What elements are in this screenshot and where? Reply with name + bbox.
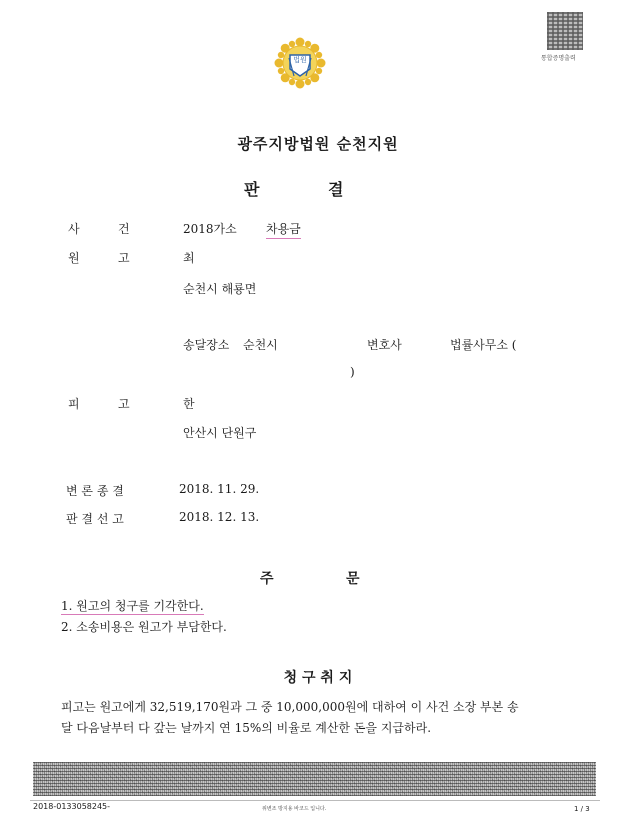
order-heading-char-1: 주 [260, 571, 274, 587]
service-close-paren: ) [350, 365, 355, 379]
court-name: 광주지방법원 순천지원 [237, 135, 399, 153]
footer-page-number: 1 / 3 [574, 805, 590, 813]
footer-divider [30, 800, 600, 801]
order-item-1-text: 1. 원고의 청구를 기각한다. [61, 599, 204, 613]
claim-line-2: 달 다음날부터 다 갚는 날까지 연 15%의 비율로 계산한 돈을 지급하라. [61, 721, 432, 735]
case-number: 2018가소 [183, 222, 237, 236]
case-name: 차용금 [266, 220, 301, 239]
emblem-label: 법원 [293, 56, 307, 64]
footer-doc-number: 2018-0133058245- [33, 802, 111, 811]
service-city: 순천시 [243, 338, 278, 352]
claim-line-1: 피고는 원고에게 32,519,170원과 그 중 10,000,000원에 대하여 이 사건 소장 부본 송 [61, 700, 519, 714]
defendant-name: 한 [183, 397, 195, 411]
claim-heading: 청 구 취 지 [283, 670, 353, 686]
doc-title-char-2: 결 [328, 180, 344, 199]
plaintiff-label-1: 원 [68, 251, 80, 265]
defendant-address: 안산시 단원구 [183, 426, 257, 440]
order-item-1 [61, 597, 204, 614]
defendant-label-1: 피 [68, 397, 80, 411]
doc-title-char-1: 판 [244, 180, 260, 199]
plaintiff-address: 순천시 해룡면 [183, 282, 257, 296]
court-emblem [273, 36, 327, 90]
defendant-label-2: 고 [118, 397, 130, 411]
closing-date-label: 변 론 종 결 [66, 484, 124, 498]
verification-qr-code [547, 12, 583, 50]
footer-note: 위변조 방지용 바코드 입니다. [262, 806, 327, 812]
plaintiff-name: 최 [183, 251, 195, 265]
ruling-date-value: 2018. 12. 13. [179, 510, 260, 524]
order-heading-char-2: 문 [346, 571, 360, 587]
qr-caption: 통합증명출력 [541, 55, 576, 62]
service-office: 법률사무소 ( [450, 338, 517, 352]
anti-forgery-barcode [33, 762, 596, 796]
plaintiff-label-2: 고 [118, 251, 130, 265]
service-lawyer: 변호사 [367, 338, 402, 352]
closing-date-value: 2018. 11. 29. [179, 482, 260, 496]
ruling-date-label: 판 결 선 고 [66, 512, 124, 526]
case-label-2: 건 [118, 222, 130, 236]
case-label-1: 사 [68, 222, 80, 236]
service-label: 송달장소 [183, 338, 230, 352]
order-item-2: 2. 소송비용은 원고가 부담한다. [61, 620, 227, 634]
